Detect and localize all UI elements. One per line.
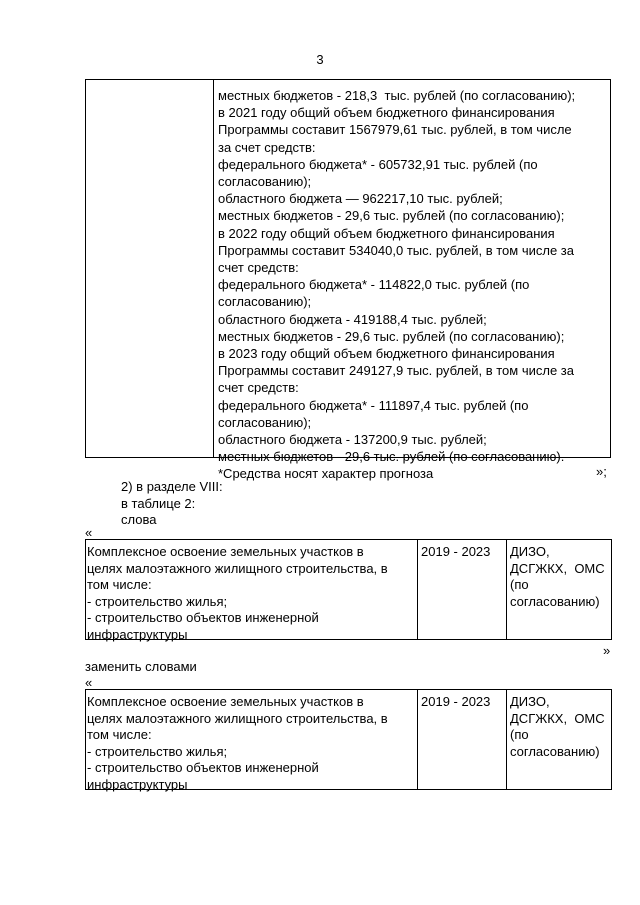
funding-line: *Средства носят характер прогноза: [218, 466, 434, 482]
new-row-executors: ДИЗО, ДСГЖКХ, ОМС (по согласованию): [510, 694, 605, 759]
funding-line: областного бюджета — 962217,10 тыс. рублей;: [218, 191, 503, 207]
funding-line: счет средств:: [218, 260, 299, 276]
funding-line: областного бюджета - 419188,4 тыс. рублей;: [218, 311, 487, 327]
funding-line: местных бюджетов - 29,6 тыс. рублей (по согласованию).: [218, 449, 565, 465]
funding-line: Программы составит 534040,0 тыс. рублей, в том числе за: [218, 242, 574, 258]
table-column-divider: [213, 80, 214, 457]
closing-quote-1: »;: [596, 464, 607, 479]
funding-line: областного бюджета - 137200,9 тыс. рублей;: [218, 432, 487, 448]
funding-line: федерального бюджета* - 605732,91 тыс. рублей (по: [218, 156, 538, 172]
new-row-table: [85, 689, 612, 790]
funding-line: в 2022 году общий объем бюджетного финансирования: [218, 225, 555, 241]
closing-quote-2: »: [603, 643, 611, 658]
funding-line: федерального бюджета* - 114822,0 тыс. рублей (по: [218, 277, 530, 293]
opening-quote-2: «: [85, 675, 93, 690]
funding-line: местных бюджетов - 29,6 тыс. рублей (по согласованию);: [218, 328, 565, 344]
replace-line: заменить словами: [85, 659, 197, 674]
funding-line: согласованию);: [218, 414, 312, 430]
funding-line: в 2023 году общий объем бюджетного финансирования: [218, 346, 555, 362]
old-row-description: Комплексное освоение земельных участков в целях малоэтажного жилищного строительства, в том числе: - строительство жилья; - строительство объектов инженерной инфраструктуры: [87, 544, 388, 642]
new-row-period: 2019 - 2023: [421, 694, 491, 709]
funding-line: Программы составит 249127,9 тыс. рублей, в том числе за: [218, 363, 574, 379]
funding-line: согласованию);: [218, 174, 312, 190]
funding-line: федерального бюджета* - 111897,4 тыс. рублей (по: [218, 397, 529, 413]
page-number: 3: [316, 52, 324, 67]
funding-line: местных бюджетов - 29,6 тыс. рублей (по согласованию);: [218, 208, 565, 224]
funding-line: Программы составит 1567979,61 тыс. рублей, в том числе: [218, 122, 572, 138]
table-line: в таблице 2:: [121, 496, 196, 511]
old-row-table: [85, 539, 612, 640]
funding-line: за счет средств:: [218, 139, 316, 155]
section-line: 2) в разделе VIII:: [121, 479, 223, 494]
words-line: слова: [121, 512, 157, 527]
funding-line: счет средств:: [218, 380, 299, 396]
new-row-description: Комплексное освоение земельных участков в целях малоэтажного жилищного строительства, в том числе: - строительство жилья; - строительство объектов инженерной инфраструктуры: [87, 694, 388, 792]
funding-text: [218, 87, 575, 483]
cell-divider: [417, 540, 418, 639]
funding-line: согласованию);: [218, 294, 312, 310]
opening-quote-1: «: [85, 525, 93, 540]
old-row-period: 2019 - 2023: [421, 544, 491, 559]
funding-line: в 2021 году общий объем бюджетного финансирования: [218, 105, 555, 121]
cell-divider: [506, 690, 507, 789]
funding-line: местных бюджетов - 218,3 тыс. рублей (по согласованию);: [218, 88, 576, 103]
cell-divider: [506, 540, 507, 639]
cell-divider: [417, 690, 418, 789]
old-row-executors: ДИЗО, ДСГЖКХ, ОМС (по согласованию): [510, 544, 605, 609]
